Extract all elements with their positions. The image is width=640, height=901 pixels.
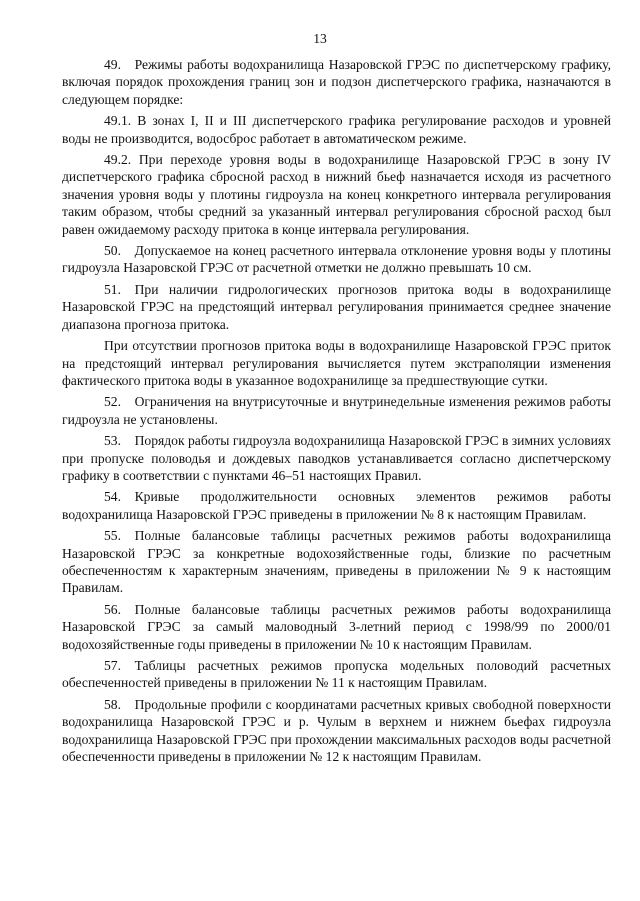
- paragraph-53: 53. Порядок работы гидроузла водохранилища Назаровской ГРЭС в зимних условиях при пропуске половодья и дождевых паводков устанавливается согласно диспетчерскому графику в соответствии с пунктами 46–51 настоящих Правил.: [62, 433, 611, 483]
- paragraph-49-1: 49.1. В зонах I, II и III диспетчерского графика регулирование расходов и уровней воды не производится, водосброс работает в автоматическом режиме.: [62, 113, 611, 146]
- paragraph-49: 49. Режимы работы водохранилища Назаровской ГРЭС по диспетчерскому графику, включая порядок прохождения границ зон и подзон диспетчерского графика, назначаются в следующем порядке:: [62, 57, 611, 107]
- paragraph-56: 56. Полные балансовые таблицы расчетных режимов работы водохранилища Назаровской ГРЭС за самый маловодный 3-летний период с 1998/99 по 2000/01 водохозяйственные годы приведены в приложении № 10 к настоящим Правилам.: [62, 601, 611, 652]
- paragraph-50: 50. Допускаемое на конец расчетного интервала отклонение уровня воды у плотины гидроузла Назаровской ГРЭС от расчетной отметки не должно превышать 10 см.: [62, 243, 611, 276]
- paragraph-51-continued: При отсутствии прогнозов притока воды в водохранилище Назаровской ГРЭС приток на предстоящий интервал регулирования вычисляется путем экстраполяции изменения фактического притока воды в указанное водохранилище за предшествующие сутки.: [62, 338, 611, 388]
- paragraph-58: 58. Продольные профили с координатами расчетных кривых свободной поверхности водохранилища Назаровской ГРЭС и р. Чулым в верхнем и нижнем бьефах гидроузла водохранилища Назаровской ГРЭС при прохождении максимальных расходов воды расчетной обеспеченности приведены в приложении № 12 к настоящим Правилам.: [62, 696, 611, 765]
- page-number: 13: [313, 31, 327, 46]
- paragraph-52: 52. Ограничения на внутрисуточные и внутринедельные изменения режимов работы гидроузла не установлены.: [62, 394, 611, 427]
- paragraph-51: 51. При наличии гидрологических прогнозов притока воды в водохранилище Назаровской ГРЭС на предстоящий интервал регулирования принимается среднее значение диапазона прогноза притока.: [62, 281, 611, 332]
- paragraph-57: 57. Таблицы расчетных режимов пропуска модельных половодий расчетных обеспеченностей приведены в приложении № 11 к настоящим Правилам.: [62, 658, 611, 691]
- paragraph-55: 55. Полные балансовые таблицы расчетных режимов работы водохранилища Назаровской ГРЭС за конкретные водохозяйственные годы, близкие по расчетным обеспеченностям к характерным значениям, приведены в приложении № 9 к настоящим Правилам.: [62, 528, 611, 596]
- paragraph-49-2: 49.2. При переходе уровня воды в водохранилище Назаровской ГРЭС в зону IV диспетчерского графика сбросной расход в нижний бьеф назначается исходя из расчетного значения уровня воды у плотины гидроузла на конец конкретного интервала регулирования таким образом, чтобы средний за указанный интервал регулирования сбросной расход был равен ожидаемому расходу притока в конце интервала регулирования.: [62, 152, 611, 237]
- paragraph-54: 54. Кривые продолжительности основных элементов режимов работы водохранилища Назаровской ГРЭС приведены в приложении № 8 к настоящим Правилам.: [62, 489, 611, 522]
- document-body: [62, 56, 611, 769]
